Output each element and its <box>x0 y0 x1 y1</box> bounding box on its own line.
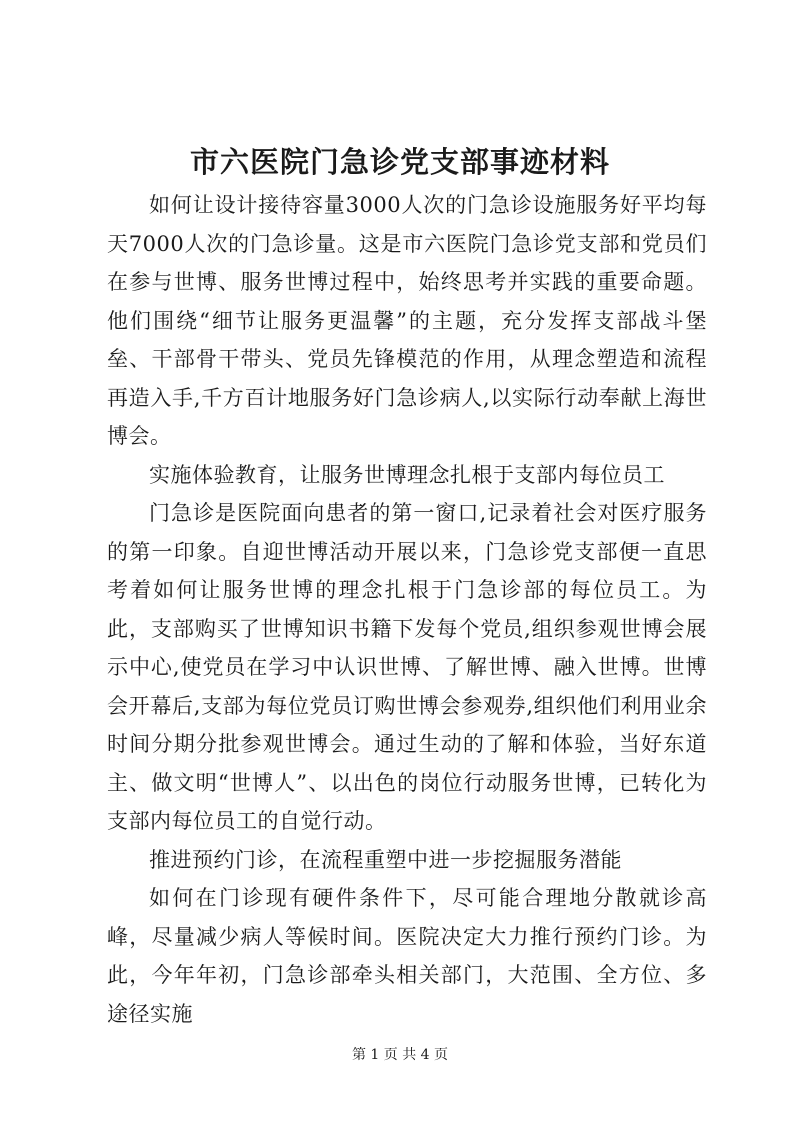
paragraph-experience-education: 门急诊是医院面向患者的第一窗口,记录着社会对医疗服务的第一印象。自迎世博活动开展以来，门急诊党支部便一直思考着如何让服务世博的理念扎根于门急诊部的每位员工。为此，支部购买了世博知识书籍下发每个党员,组织参观世博会展示中心,使党员在学习中认识世博、了解世博、融入世博。世博会开幕后,支部为每位党员订购世博会参观券,组织他们利用业余时间分期分批参观世博会。通过生动的了解和体验，当好东道主、做文明“世博人”、以出色的岗位行动服务世博，已转化为支部内每位员工的自觉行动。 <box>107 501 707 833</box>
section-heading-appointment-clinic: 推进预约门诊，在流程重塑中进一步挖掘服务潜能 <box>149 847 622 872</box>
section-heading-experience-education: 实施体验教育，让服务世博理念扎根于支部内每位员工 <box>149 462 665 487</box>
paragraph-intro: 如何让设计接待容量3000人次的门急诊设施服务好平均每天7000人次的门急诊量。这是市六医院门急诊党支部和党员们在参与世博、服务世博过程中，始终思考并实践的重要命题。他们围绕“细节让服务更温馨”的主题，充分发挥支部战斗堡垒、干部骨干带头、党员先锋模范的作用，从理念塑造和流程再造入手,千方百计地服务好门急诊病人,以实际行动奉献上海世博会。 <box>107 193 707 448</box>
paragraph-appointment-clinic: 如何在门诊现有硬件条件下，尽可能合理地分散就诊高峰，尽量减少病人等候时间。医院决定大力推行预约门诊。为此，今年年初，门急诊部牵头相关部门，大范围、全方位、多途径实施 <box>107 886 707 1026</box>
page-footer <box>0 1045 800 1065</box>
page-number-label: 第 1 页 共 4 页 <box>351 1047 449 1063</box>
document-title: 市六医院门急诊党支部事迹材料 <box>189 145 610 179</box>
document-body <box>107 186 707 1033</box>
